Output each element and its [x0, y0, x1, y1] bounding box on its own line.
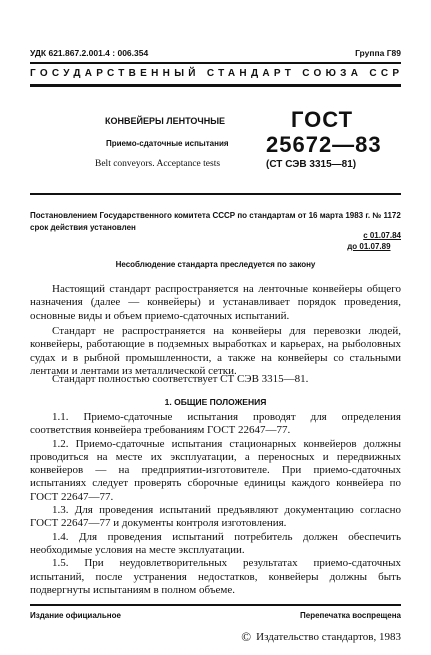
copyright — [241, 629, 401, 645]
valid-to: до 01.07.89 — [347, 242, 391, 251]
clause-1-5: 1.5. При неудовлетворительных результатах приемо-сдаточных испытаний, после устранения недостатков, конвейеры должны быть подвергнуты испытаниям в полном объеме. — [30, 557, 401, 596]
heading-rule — [30, 84, 401, 87]
clause-1-2: 1.2. Приемо-сдаточные испытания стационарных конвейеров должны проводиться на месте их эксплуатации, а переносных и передвижных конвейеров — на предприятии-изготовителе. При приемо-сдаточных испытаниях следует проверять сборочные единицы каждого конвейера по ГОСТ 22647—77. — [30, 437, 401, 503]
decree-text: Постановлением Государственного комитета СССР по стандартам от 16 марта 1983 г. № 1172 срок действия установлен — [30, 211, 401, 232]
intro-paragraph-3: Стандарт полностью соответствует СТ СЭВ 3315—81. — [52, 373, 309, 385]
violation-notice: Несоблюдение стандарта преследуется по закону — [115, 260, 316, 269]
udk-code: УДК 621.867.2.001.4 : 006.354 — [30, 48, 149, 58]
clause-1-4: 1.4. Для проведения испытаний потребитель должен обеспечить необходимые условия на месте эксплуатации. — [30, 530, 401, 556]
copyright-text: Издательство стандартов, 1983 — [256, 631, 401, 643]
reprint-notice: Перепечатка воспрещена — [300, 611, 401, 620]
copyright-icon: © — [241, 629, 252, 644]
standard-heading: ГОСУДАРСТВЕННЫЙ СТАНДАРТ СОЮЗА ССР — [30, 68, 404, 79]
official-edition: Издание официальное — [30, 611, 121, 620]
section-heading: 1. ОБЩИЕ ПОЛОЖЕНИЯ — [164, 397, 267, 407]
clause-1-3: 1.3. Для проведения испытаний предъявляют документацию согласно ГОСТ 22647—77 и документы контроля изготовления. — [30, 504, 401, 530]
title-en: Belt conveyors. Acceptance tests — [95, 159, 221, 169]
top-rule — [30, 62, 401, 64]
sev-reference: (СТ СЭВ 3315—81) — [266, 159, 357, 170]
gost-number: 25672—83 — [266, 132, 382, 157]
validity-dates — [347, 230, 401, 252]
subtitle-ru: Приемо-сдаточные испытания — [106, 139, 229, 148]
title-ru: КОНВЕЙЕРЫ ЛЕНТОЧНЫЕ — [105, 116, 226, 126]
intro-paragraph-1: Настоящий стандарт распространяется на ленточные конвейеры общего назначения (далее — конвейеры) и устанавливает порядок проведения, основные виды и объем приемо-сдаточных испытаний. — [30, 283, 401, 322]
title-rule — [30, 193, 401, 195]
group-code: Группа Г89 — [355, 48, 401, 58]
footer-rule — [30, 604, 401, 606]
section-body — [30, 411, 401, 597]
gost-label: ГОСТ — [291, 107, 354, 132]
intro-paragraph-2: Стандарт не распространяется на конвейеры для перевозки людей, конвейеры, работающие в подземных выработках и карьерах, на рыболовных судах и в рыбной промышленности, а также на конвейеры со стальными лентами и лентами из металлической сетки. — [30, 325, 401, 377]
clause-1-1: 1.1. Приемо-сдаточные испытания проводят для определения соответствия конвейера требованиям ГОСТ 22647—77. — [30, 411, 401, 437]
valid-from: с 01.07.84 — [363, 231, 401, 240]
